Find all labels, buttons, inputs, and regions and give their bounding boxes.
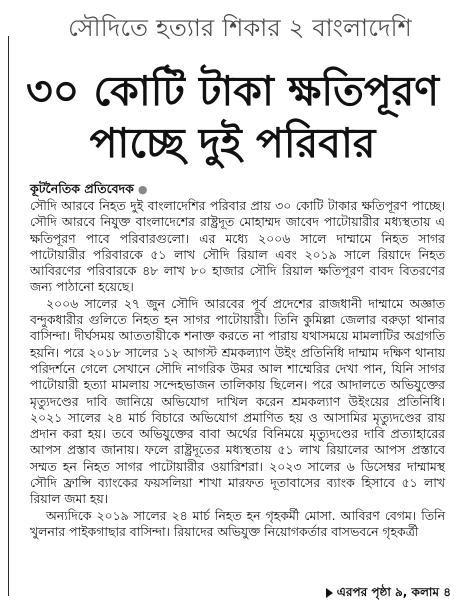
column-rule — [8, 36, 9, 596]
headline-line-2: পাচ্ছে দুই পরিবার — [89, 119, 376, 167]
paragraph-2: ২০০৬ সালের ২৭ জুন সৌদি আরবের পূর্ব প্রদেশের রাজধানী দাম্মামে অজ্ঞাত বন্দুকধারীর গুলিতে নিহত হন সাগর পাটোয়ারী। তিনি কুমিল্লা জেলার বরুড়া থানার বাসিন্দা। দীর্ঘসময় আততায়ীকে শনাক্ত করতে না পারায় যথাসময়ে মামলাটির অগ্রগতি হয়নি। পরে ২০১৮ সালের ১২ আগস্ট শ্রমকল্যাণ উইং প্রতিনিধি দাম্মাম দক্ষিণ থানায় পরিদর্শনে গেলে সেখানে সৌদি নাগরিক উমর আল শাম্মেরির দেখা পান, যিনি সাগর পাটোয়ারী হত্যা মামলায় সন্দেহভাজন তালিকায় ছিলেন। পরে আদালতে অভিযুক্তের মৃত্যুদণ্ডের দাবি জানিয়ে অভিযোগ দাখিল করেন শ্রমকল্যাণ উইংয়ের প্রতিনিধি। ২০২১ সালের ২৪ মার্চ বিচারে অভিযোগ প্রমাণিত হয় ও আসামির মৃত্যুদণ্ডের রায় প্রদান করা হয়। তবে অভিযুক্তের বাবা অর্থের বিনিময়ে মৃত্যুদণ্ডের দাবি প্রত্যাহারের আপস প্রস্তাব জানায়। ফলে রাষ্ট্রদূতের মধ্যস্থতায় ৫১ লাখ রিয়ালের আপস প্রস্তাবে সম্মত হন নিহত সাগর পাটোয়ারীর ওয়ারিশরা। ২০২৩ সালের ৬ ডিসেম্বর দাম্মামস্থ সৌদি ফ্রান্সি ব্যাংকের ফয়সলিয়া শাখা মারফত দূতাবাসের ব্যাংক হিসাবে ৫১ লাখ রিয়াল জমা হয়। — [30, 295, 445, 507]
paragraph-1: সৌদি আরবে নিহত দুই বাংলাদেশির পরিবার প্রায় ৩০ কোটি টাকার ক্ষতিপূরণ পাচ্ছে। সৌদি আরবে নিযুক্ত বাংলাদেশের রাষ্ট্রদূত মোহাম্মদ জাবেদ পাটোয়ারীর মধ্যস্থতায় এ ক্ষতিপূরণ পাবে পরিবারগুলো। এর মধ্যে ২০০৬ সালে দাম্মামে নিহত সাগর পাটোয়ারীর পরিবারকে ৫১ লাখ সৌদি রিয়াল এবং ২০১৯ সালে রিয়াদে নিহত আবিরণের পরিবারকে ৪৮ লাখ ৮০ হাজার সৌদি রিয়াল ক্ষতিপূরণ বাবদ বিতরণের জন্য পাঠানো হয়েছে। — [30, 198, 445, 295]
continued-text: এরপর পৃষ্ঠা ৯, কলাম ৪ — [336, 585, 451, 599]
byline-text: কূটনৈতিক প্রতিবেদক — [30, 181, 134, 196]
article-body — [30, 198, 445, 540]
bullet-icon: ● — [137, 183, 148, 196]
headline-line-1: ৩০ কোটি টাকা ক্ষতিপূরণ — [25, 67, 440, 115]
kicker: সৌদিতে হত্যার শিকার ২ বাংলাদেশি — [68, 14, 412, 42]
arrow-right-icon — [326, 588, 333, 598]
continued-jump — [326, 584, 451, 604]
paragraph-3: অন্যদিকে ২০১৯ সালের ২৪ মার্চ নিহত হন গৃহকর্মী মোসা. আবিরণ বেগম। তিনি খুলনার পাইকগাছার বাসিন্দা। রিয়াদের অভিযুক্ত নিয়োগকর্তার বাসভবনে গৃহকর্ত্রী — [30, 507, 445, 539]
